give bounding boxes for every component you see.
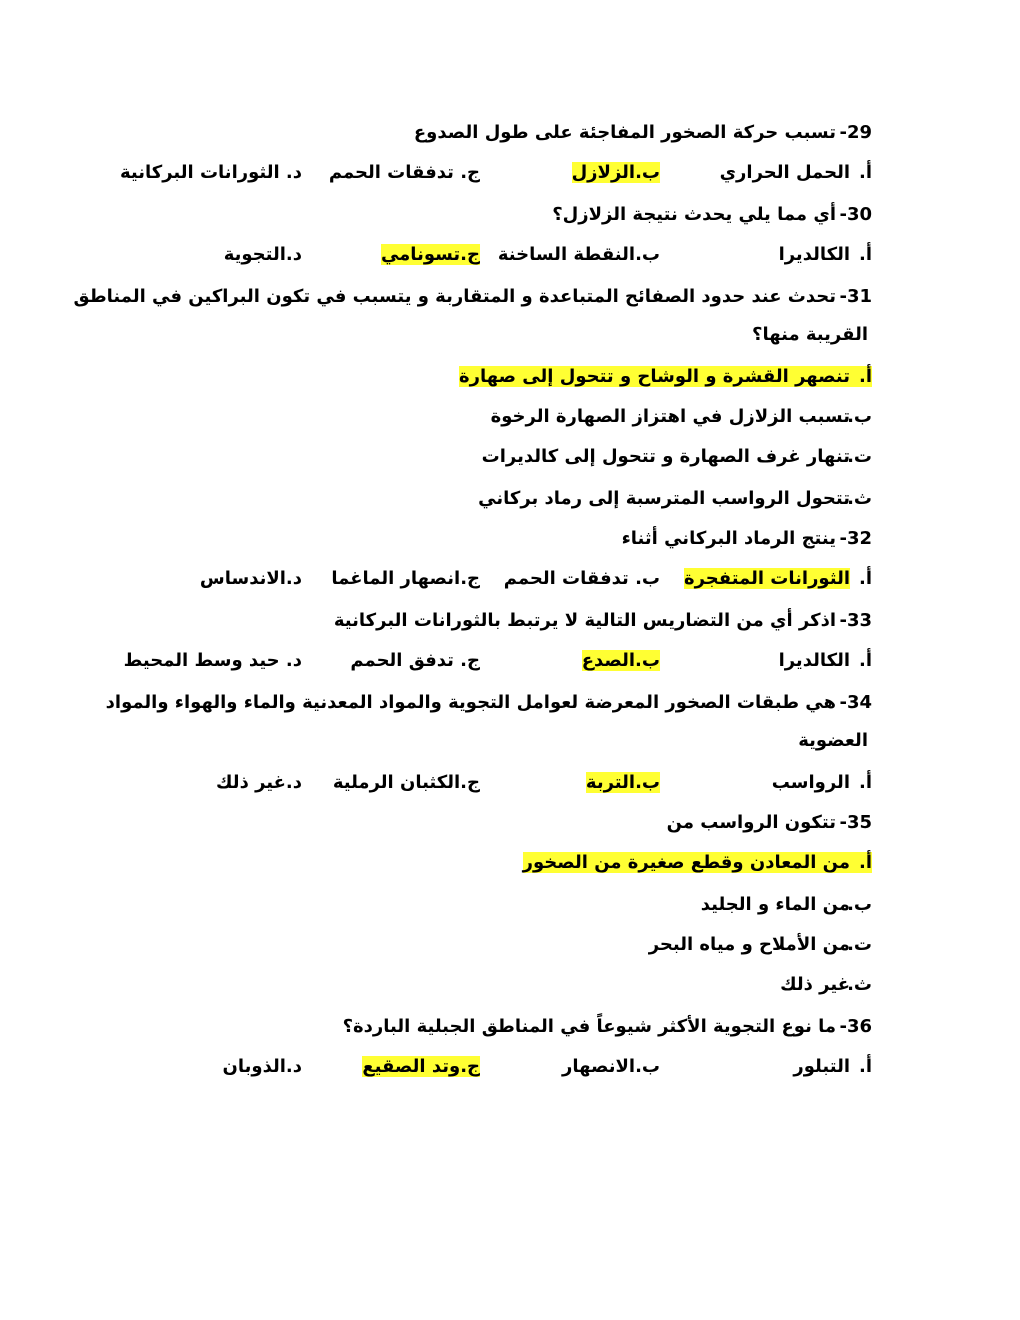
question-number: 32- bbox=[839, 528, 872, 549]
option-32-a bbox=[684, 566, 872, 592]
option-30-d bbox=[224, 242, 302, 268]
option-text: ب. تدفقات الحمم bbox=[503, 568, 660, 589]
option-34-c bbox=[333, 770, 480, 796]
option-29-a bbox=[720, 160, 872, 186]
option-31-d bbox=[478, 486, 872, 512]
option-text: من الماء و الجليد bbox=[700, 894, 850, 915]
question-number: 34- bbox=[839, 692, 872, 713]
option-text: ج. تدفق الحمم bbox=[350, 650, 480, 671]
option-35-b bbox=[701, 892, 872, 918]
option-30-b bbox=[498, 242, 660, 268]
option-text: تنهار غرف الصهارة و تتحول إلى كالديرات bbox=[481, 446, 850, 467]
option-text: د. حيد وسط المحيط bbox=[123, 650, 302, 671]
question-text: تحدث عند حدود الصفائح المتباعدة و المتقاربة و يتسبب في تكون البراكين في المناطق bbox=[73, 286, 836, 307]
option-35-c bbox=[649, 932, 872, 958]
option-31-a bbox=[459, 364, 872, 390]
question-34-continuation bbox=[798, 728, 868, 754]
option-text: د.غير ذلك bbox=[216, 772, 302, 793]
question-29 bbox=[414, 120, 872, 146]
question-number: 36- bbox=[839, 1016, 872, 1037]
question-text: ما نوع التجوية الأكثر شيوعاً في المناطق الجبلية الباردة؟ bbox=[342, 1016, 836, 1037]
question-text: تتكون الرواسب من bbox=[666, 812, 836, 833]
option-text: ب.التربة bbox=[585, 772, 660, 793]
option-29-d bbox=[120, 160, 302, 186]
option-31-c bbox=[482, 444, 872, 470]
option-33-b bbox=[582, 648, 660, 674]
option-marker: أ. bbox=[858, 162, 872, 183]
option-marker: أ. bbox=[858, 650, 872, 671]
question-text: أي مما يلي يحدث نتيجة الزلازل؟ bbox=[552, 204, 836, 225]
question-number: 30- bbox=[839, 204, 872, 225]
option-text: الكالديرا bbox=[778, 244, 850, 265]
option-marker: أ. bbox=[858, 244, 872, 265]
option-text: ب.الصدع bbox=[581, 650, 660, 671]
question-text: ينتج الرماد البركاني أثناء bbox=[621, 528, 836, 549]
option-33-c bbox=[350, 648, 480, 674]
option-36-a bbox=[793, 1054, 872, 1080]
option-36-b bbox=[562, 1054, 660, 1080]
option-32-d bbox=[200, 566, 302, 592]
option-marker: أ. bbox=[858, 568, 872, 589]
question-34 bbox=[106, 690, 872, 716]
question-text: هي طبقات الصخور المعرضة لعوامل التجوية والمواد المعدنية والماء والهواء والمواد bbox=[105, 692, 836, 713]
option-text: غير ذلك bbox=[780, 974, 850, 995]
option-34-d bbox=[216, 770, 302, 796]
option-30-c bbox=[381, 242, 480, 268]
option-36-c bbox=[362, 1054, 480, 1080]
option-32-b bbox=[504, 566, 660, 592]
option-31-b bbox=[491, 404, 872, 430]
question-35 bbox=[667, 810, 872, 836]
option-text: ج.انصهار الماغما bbox=[331, 568, 480, 589]
option-33-d bbox=[124, 648, 302, 674]
option-marker: أ. bbox=[858, 772, 872, 793]
question-text-cont: القريبة منها؟ bbox=[752, 324, 868, 345]
option-marker: أ. bbox=[858, 366, 872, 387]
option-text: الكالديرا bbox=[778, 650, 850, 671]
option-text: تنصهر القشرة و الوشاح و تتحول إلى صهارة bbox=[459, 366, 850, 387]
option-marker: ث. bbox=[847, 974, 872, 995]
option-29-c bbox=[329, 160, 480, 186]
question-30 bbox=[552, 202, 872, 228]
option-text: د.التجوية bbox=[223, 244, 302, 265]
option-text: ب.الزلازل bbox=[571, 162, 660, 183]
question-31-continuation bbox=[752, 322, 868, 348]
option-marker: ب. bbox=[847, 894, 872, 915]
question-number: 29- bbox=[839, 122, 872, 143]
option-text: ب.النقطة الساخنة bbox=[497, 244, 660, 265]
option-text: ج. تدفقات الحمم bbox=[328, 162, 480, 183]
option-marker: ت. bbox=[847, 934, 872, 955]
option-text: ج.تسونامي bbox=[380, 244, 480, 265]
option-text: الرواسب bbox=[771, 772, 850, 793]
option-text: د.الاندساس bbox=[199, 568, 302, 589]
option-marker: أ. bbox=[858, 1056, 872, 1077]
option-text: ج.وتد الصقيع bbox=[362, 1056, 480, 1077]
option-text: ب.الانصهار bbox=[562, 1056, 660, 1077]
question-number: 31- bbox=[839, 286, 872, 307]
option-marker: ب. bbox=[847, 406, 872, 427]
option-text: من الأملاح و مياه البحر bbox=[648, 934, 850, 955]
option-30-a bbox=[779, 242, 872, 268]
option-text: الحمل الحراري bbox=[719, 162, 850, 183]
option-text: تسبب الزلازل في اهتزاز الصهارة الرخوة bbox=[490, 406, 850, 427]
option-35-d bbox=[780, 972, 872, 998]
option-33-a bbox=[779, 648, 872, 674]
question-32 bbox=[622, 526, 872, 552]
option-marker: أ. bbox=[858, 852, 872, 873]
option-marker: ت. bbox=[847, 446, 872, 467]
option-29-b bbox=[572, 160, 660, 186]
option-text: د. الثورانات البركانية bbox=[119, 162, 302, 183]
question-text: تسبب حركة الصخور المفاجئة على طول الصدوع bbox=[413, 122, 836, 143]
option-34-b bbox=[586, 770, 660, 796]
option-34-a bbox=[772, 770, 872, 796]
option-text: تتحول الرواسب المترسبة إلى رماد بركاني bbox=[478, 488, 850, 509]
question-text-cont: العضوية bbox=[798, 730, 868, 751]
question-number: 33- bbox=[839, 610, 872, 631]
option-text: د.الذوبان bbox=[222, 1056, 302, 1077]
option-text: التبلور bbox=[793, 1056, 850, 1077]
option-32-c bbox=[331, 566, 480, 592]
question-number: 35- bbox=[839, 812, 872, 833]
option-marker: ث. bbox=[847, 488, 872, 509]
question-36 bbox=[343, 1014, 872, 1040]
option-text: الثورانات المتفجرة bbox=[683, 568, 850, 589]
option-36-d bbox=[223, 1054, 302, 1080]
option-text: ج.الكثبان الرملية bbox=[332, 772, 480, 793]
question-33 bbox=[334, 608, 872, 634]
option-text: من المعادن وقطع صغيرة من الصخور bbox=[522, 852, 850, 873]
question-31 bbox=[73, 284, 872, 310]
option-35-a bbox=[523, 850, 872, 876]
question-text: اذكر أي من التضاريس التالية لا يرتبط بالثورانات البركانية bbox=[333, 610, 836, 631]
